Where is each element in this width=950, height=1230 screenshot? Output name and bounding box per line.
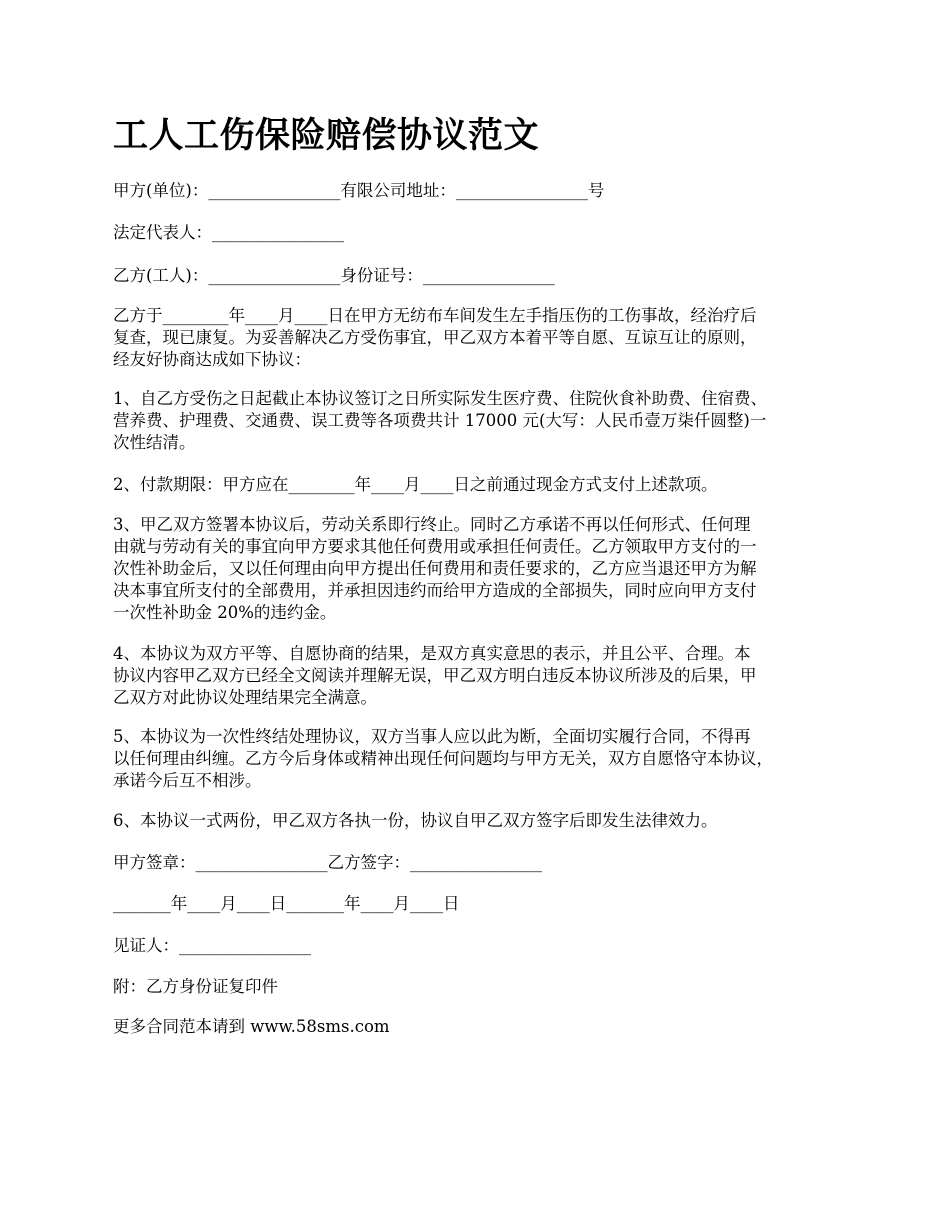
clause-3-line: 由就与劳动有关的事宜向甲方要求其他任何费用或承担任何责任。乙方领取甲方支付的一 — [113, 537, 757, 556]
legal-representative-line: 法定代表人：________________ — [113, 223, 344, 242]
intro-line: 乙方于________年____月____日在甲方无纺布车间发生左手指压伤的工伤事故，经治疗后 — [113, 306, 757, 325]
clause-6-line: 6、本协议一式两份，甲乙双方各执一份，协议自甲乙双方签字后即发生法律效力。 — [113, 811, 718, 830]
party-a-line: 甲方(单位)：________________有限公司地址：________________号 — [113, 181, 605, 200]
date-line: _______年____月____日_______年____月____日 — [113, 894, 460, 913]
clause-6 — [113, 810, 853, 832]
clause-1-line: 1、自乙方受伤之日起截止本协议签订之日所实际发生医疗费、住院伙食补助费、住宿费、 — [113, 389, 767, 408]
clause-3-line: 3、甲乙双方签署本协议后，劳动关系即行终止。同时乙方承诺不再以任何形式、任何理 — [113, 515, 751, 534]
clause-4 — [113, 643, 853, 709]
clause-2-line: 2、付款期限：甲方应在________年____月____日之前通过现金方式支付上述款项。 — [113, 475, 718, 494]
clause-4-line: 乙双方对此协议处理结果完全满意。 — [113, 688, 377, 707]
clause-3-line: 一次性补助金 20%的违约金。 — [113, 603, 337, 622]
clause-1-line: 营养费、护理费、交通费、误工费等各项费共计 17000 元(大写：人民币壹万柒仟圆整)一 — [113, 411, 767, 430]
clause-4-line: 4、本协议为双方平等、自愿协商的结果，是双方真实意思的表示，并且公平、合理。本 — [113, 644, 751, 663]
clause-4-line: 协议内容甲乙双方已经全文阅读并理解无误，甲乙双方明白违反本协议所涉及的后果，甲 — [113, 666, 757, 685]
signature-line: 甲方签章：________________乙方签字：________________ — [113, 853, 542, 872]
party-b-line: 乙方(工人)：________________身份证号：________________ — [113, 266, 555, 285]
document-title: 工人工伤保险赔偿协议范文 — [113, 115, 540, 156]
clause-5 — [113, 726, 853, 792]
clause-3 — [113, 514, 853, 624]
intro-line: 复查，现已康复。为妥善解决乙方受伤事宜，甲乙双方本着平等自愿、互谅互让的原则， — [113, 328, 757, 347]
clause-2 — [113, 474, 853, 496]
clause-5-line: 以任何理由纠缠。乙方今后身体或精神出现任何问题均与甲方无关，双方自愿恪守本协议， — [113, 749, 773, 768]
intro-paragraph — [113, 305, 853, 371]
clause-3-line: 次性补助金后，又以任何理由向甲方提出任何费用和责任要求的，乙方应当退还甲方为解 — [113, 559, 757, 578]
clause-1 — [113, 388, 853, 454]
intro-line: 经友好协商达成如下协议： — [113, 350, 311, 369]
witness-line: 见证人：________________ — [113, 936, 311, 955]
more-templates-line: 更多合同范本请到 www.58sms.com — [113, 1017, 390, 1036]
clause-5-line: 承诺今后互不相涉。 — [113, 771, 262, 790]
clause-1-line: 次性结清。 — [113, 433, 196, 452]
clause-5-line: 5、本协议为一次性终结处理协议，双方当事人应以此为断，全面切实履行合同，不得再 — [113, 727, 751, 746]
attachment-line: 附：乙方身份证复印件 — [113, 977, 278, 996]
clause-3-line: 决本事宜所支付的全部费用，并承担因违约而给甲方造成的全部损失，同时应向甲方支付 — [113, 581, 757, 600]
